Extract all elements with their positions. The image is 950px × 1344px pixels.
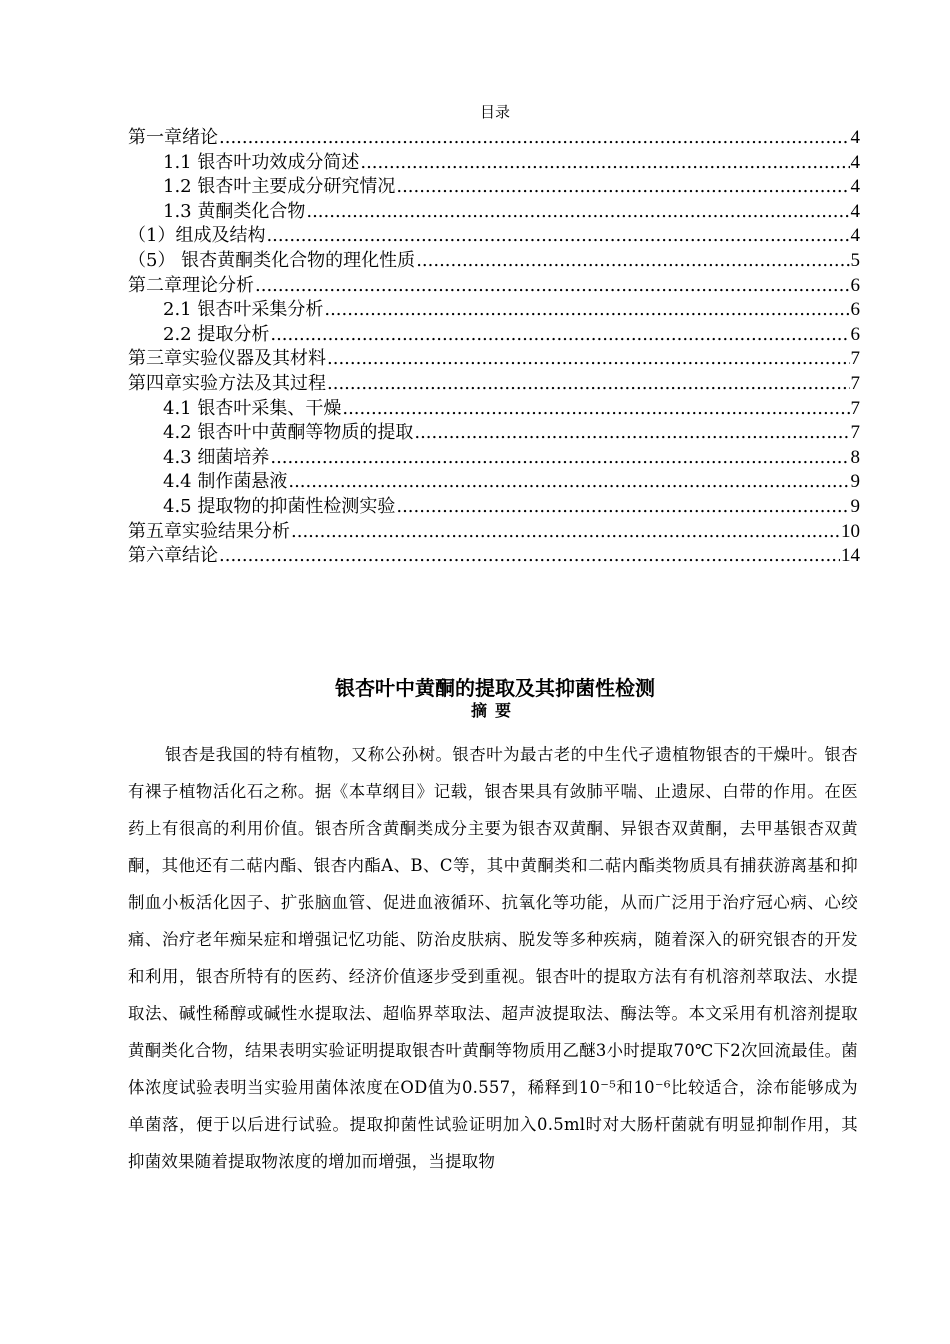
toc-entry-page: 6 [850,274,860,296]
toc-entry-page: 9 [850,495,860,517]
toc-entry-page: 4 [850,225,860,247]
toc-leader-dots [288,470,849,495]
toc-leader-dots [270,323,849,348]
toc-entry[interactable] [128,200,860,225]
toc-entry-page: 7 [850,372,860,394]
toc-entry-label: 4.3 细菌培养 [163,446,270,468]
toc-entry-label: 1.1 银杏叶功效成分简述 [163,151,360,173]
document-title: 银杏叶中黄酮的提取及其抑菌性检测 [335,676,655,700]
toc-entry-label: 第一章绪论 [128,127,218,148]
toc-entry-label: 4.2 银杏叶中黄酮等物质的提取 [163,422,414,444]
toc-entry-label: 2.2 提取分析 [163,323,270,345]
toc-entry[interactable] [128,224,860,249]
toc-entry[interactable] [128,175,860,200]
toc-entry-label: 第六章结论 [128,545,218,567]
toc-leader-dots [342,397,849,422]
toc-entry-page: 9 [850,471,860,493]
toc-title: 目录 [479,103,510,121]
toc-entry[interactable] [128,544,860,569]
toc-leader-dots [396,175,849,200]
abstract-heading: 摘要 [470,701,519,720]
toc-leader-dots [324,298,849,323]
toc-entry-page: 4 [850,127,860,148]
toc-entry-page: 4 [850,200,860,222]
toc-entry-page: 10 [841,520,860,542]
toc-entry-page: 14 [841,545,860,567]
toc-entry-page: 8 [850,446,860,468]
toc-leader-dots [327,372,850,397]
toc-leader-dots [416,249,849,274]
toc-leader-dots [219,544,840,569]
toc-entry-page: 7 [850,397,860,419]
toc-entry[interactable] [128,495,860,520]
toc-entry[interactable] [128,372,860,397]
toc-entry[interactable] [128,323,860,348]
toc-entry[interactable] [128,151,860,176]
toc-entry-page: 6 [850,299,860,321]
toc-entry[interactable] [128,126,860,151]
abstract-body: 银杏是我国的特有植物，又称公孙树。银杏叶为最古老的中生代孑遗植物银杏的干燥叶。银杏有裸子植物活化石之称。据《本草纲目》记载，银杏果具有敛肺平喘、止遗尿、白带的作用。在医药上有很高的利用价值。银杏所含黄酮类成分主要为银杏双黄酮、异银杏双黄酮，去甲基银杏双黄酮，其他还有二萜内酯、银杏内酯A、B、C等，其中黄酮类和二萜内酯类物质具有捕获游离基和抑制血小板活化因子、扩张脑血管、促进血液循环、抗氧化等功能，从而广泛用于治疗冠心病、心绞痛、治疗老年痴呆症和增强记忆功能、防治皮肤病、脱发等多种疾病，随着深入的研究银杏的开发和利用，银杏所特有的医药、经济价值逐步受到重视。银杏叶的提取方法有有机溶剂萃取法、水提取法、碱性稀醇或碱性水提取法、超临界萃取法、超声波提取法、酶法等。本文采用有机溶剂提取黄酮类化合物，结果表明实验证明提取银杏叶黄酮等物质用乙醚3小时提取70℃下2次回流最佳。菌体浓度试验表明当实验用菌体浓度在OD值为0.557，稀释到10⁻⁵和10⁻⁶比较适合，涂布能够成为单菌落，便于以后进行试验。提取抑菌性试验证明加入0.5ml时对大肠杆菌就有明显抑制作用，其抑菌效果随着提取物浓度的增加而增强，当提取物 [128,745,858,1171]
toc-entry[interactable] [128,397,860,422]
toc-entry-label: 4.1 银杏叶采集、干燥 [163,397,342,419]
toc-entry[interactable] [128,520,860,545]
toc-leader-dots [360,151,849,176]
toc-entry-label: 4.5 提取物的抑菌性检测实验 [163,495,396,517]
toc-entry[interactable] [128,298,860,323]
toc-entry[interactable] [128,347,860,372]
toc-entry-label: 1.3 黄酮类化合物 [163,200,306,222]
toc-entry-label: 第五章实验结果分析 [128,520,290,542]
toc-entry[interactable] [128,470,860,495]
toc-leader-dots [266,224,849,249]
toc-leader-dots [291,520,840,545]
toc-leader-dots [396,495,849,520]
toc-entry-label: 第三章实验仪器及其材料 [128,348,326,370]
toc-entry-page: 7 [850,348,860,370]
toc-entry-page: 6 [850,323,860,345]
toc-leader-dots [219,126,850,151]
toc-entry-label: （1）组成及结构 [128,225,266,247]
toc-leader-dots [414,421,849,446]
toc-leader-dots [270,446,849,471]
toc-leader-dots [306,200,849,225]
toc-entry-label: 2.1 银杏叶采集分析 [163,299,324,321]
table-of-contents [128,126,860,569]
toc-entry[interactable] [128,446,860,471]
toc-entry-label: 第二章理论分析 [128,274,254,296]
toc-entry-label: 4.4 制作菌悬液 [163,471,288,493]
toc-entry-page: 4 [850,151,860,173]
toc-entry-page: 7 [850,422,860,444]
toc-entry[interactable] [128,421,860,446]
toc-entry-page: 4 [850,176,860,198]
toc-entry-label: 1.2 银杏叶主要成分研究情况 [163,176,396,198]
toc-entry[interactable] [128,274,860,299]
toc-leader-dots [255,274,850,299]
toc-entry-page: 5 [850,249,860,271]
toc-entry-label: （5） 银杏黄酮类化合物的理化性质 [128,249,416,271]
toc-entry-label: 第四章实验方法及其过程 [128,372,326,394]
toc-leader-dots [327,347,850,372]
toc-entry[interactable] [128,249,860,274]
